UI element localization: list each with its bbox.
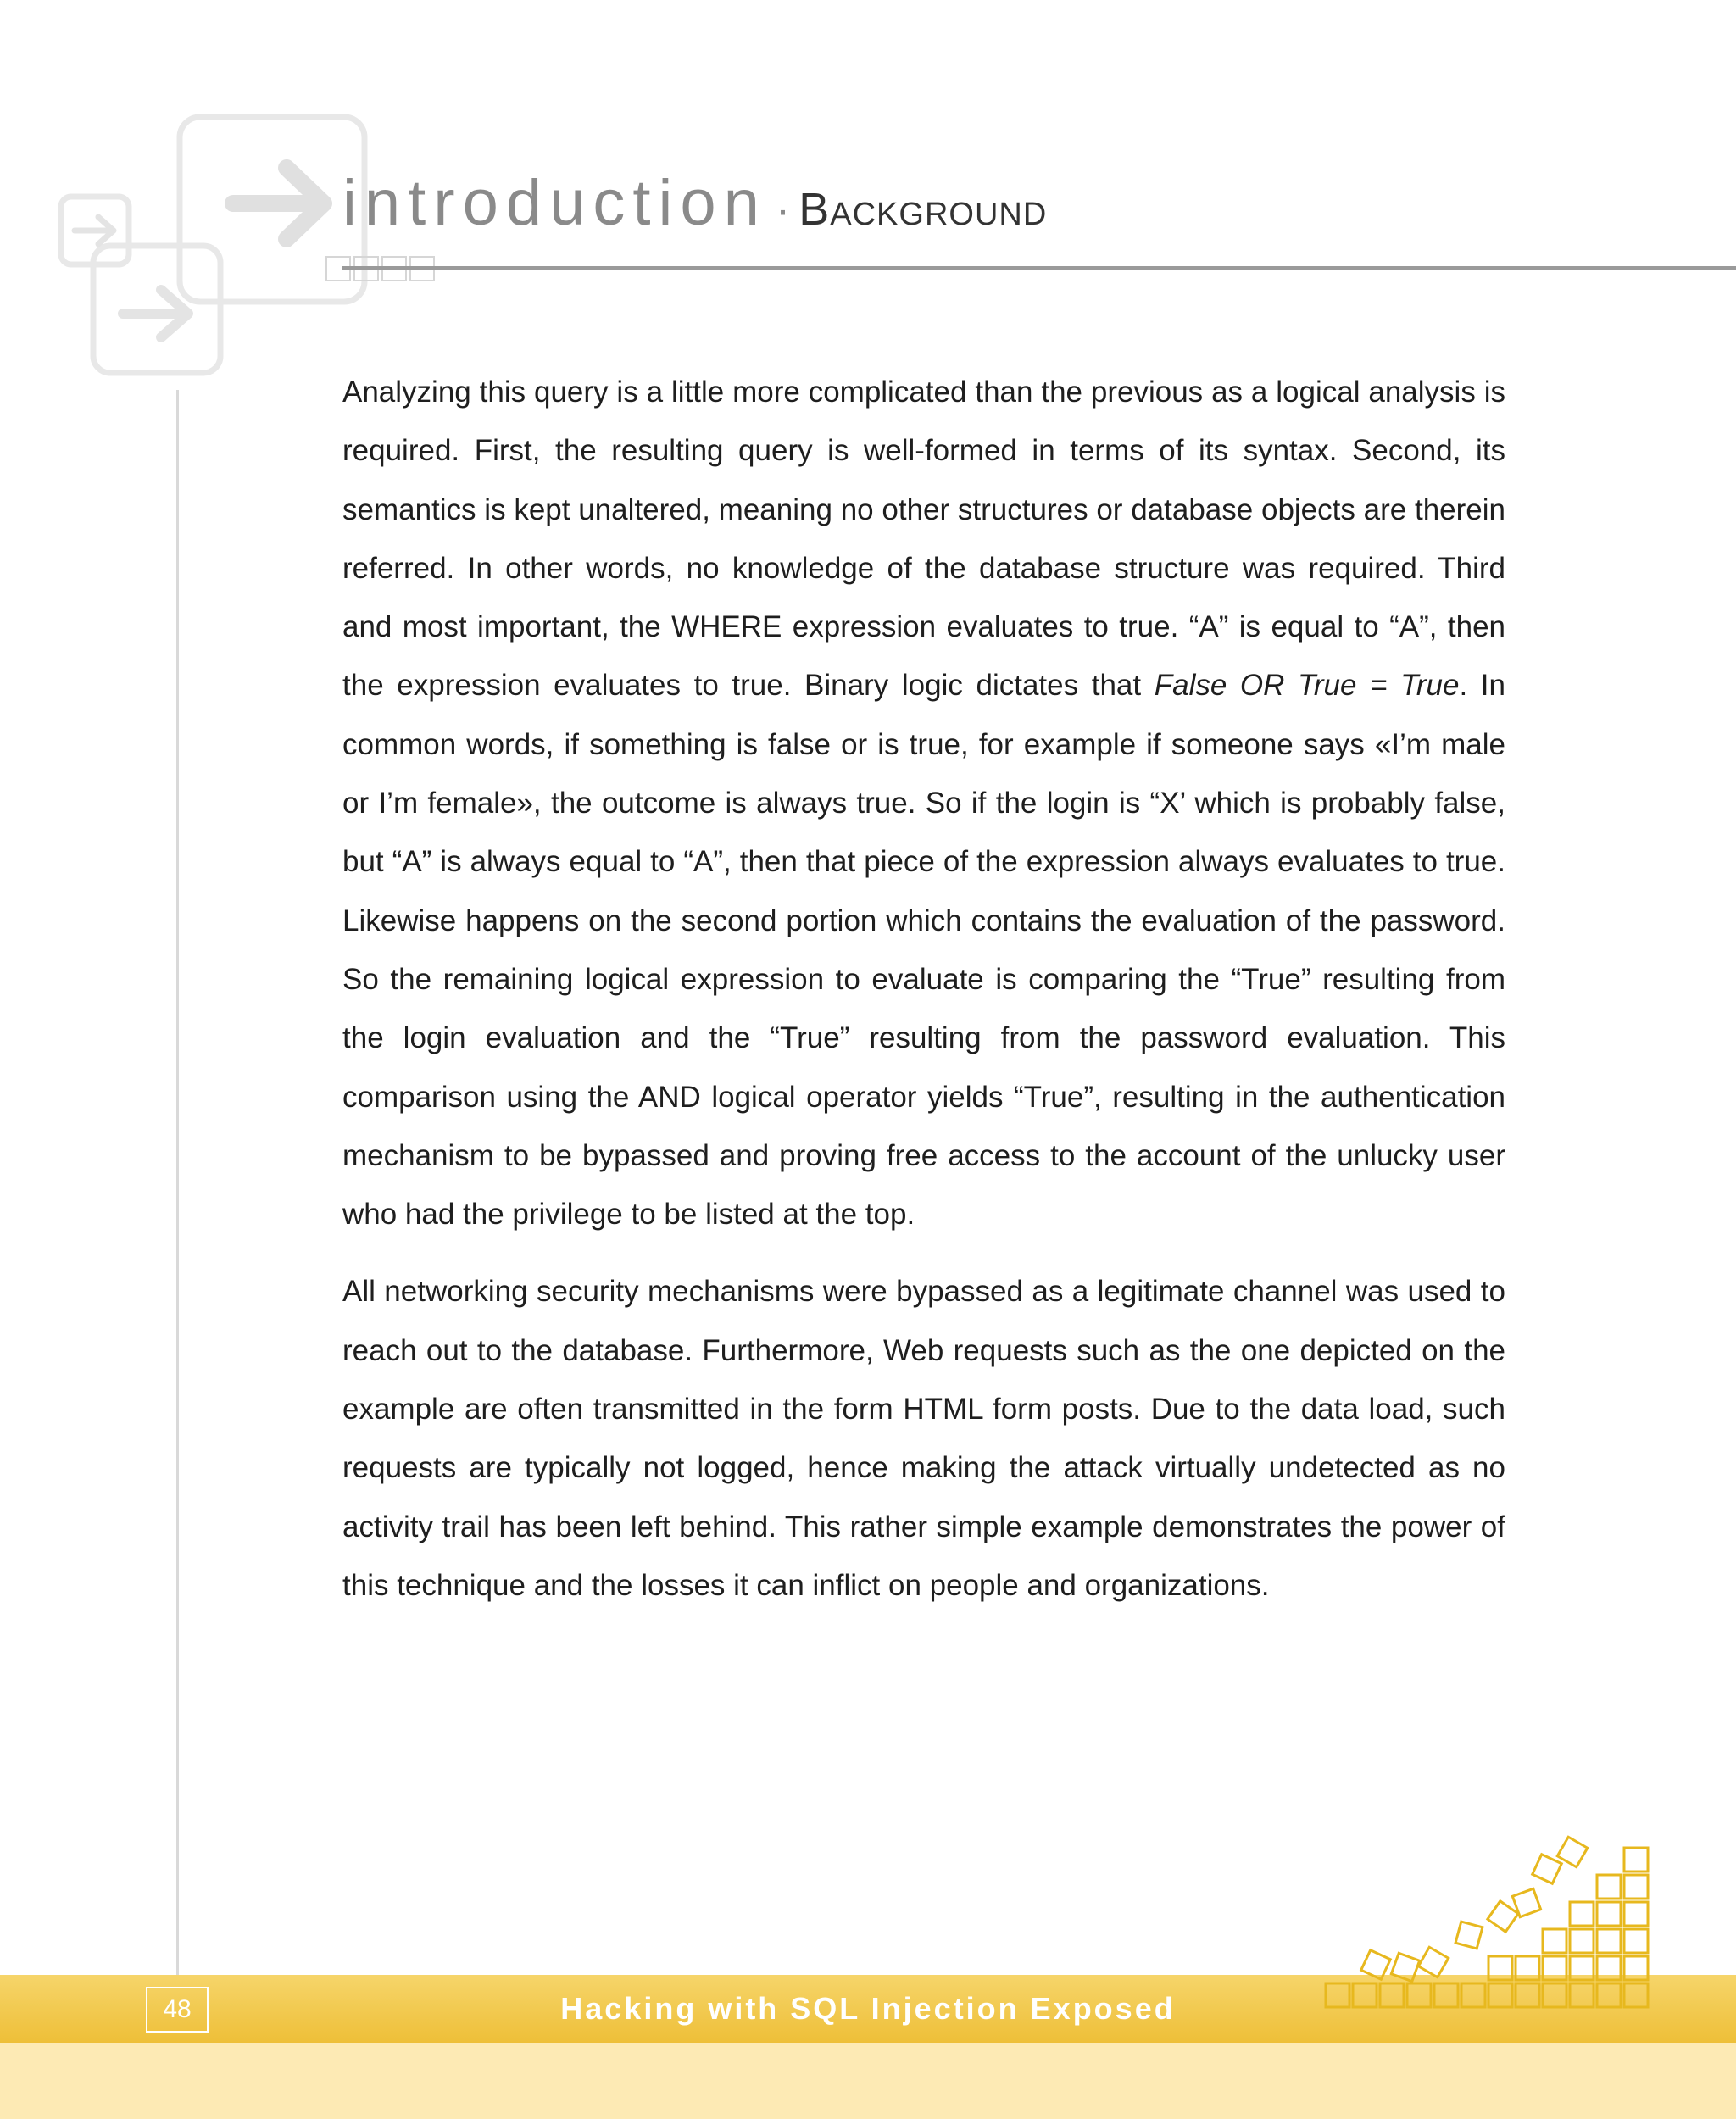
arrow-boxes-decoration [51, 102, 390, 390]
footer-background [0, 2043, 1736, 2119]
boolean-expression: False OR True = True [1154, 669, 1460, 703]
section-subtitle: Background [798, 184, 1048, 235]
header-rule [342, 266, 1736, 270]
paragraph-1-part-b: . In common words, if something is false or is true, for example if someone says «I’m male or I’m female», the outcome is always true. So if the login is “X’ which is probably false, but “A” is always equal to “A”, then that piece of the expression always evaluates to true. Likewise happens on the second portion which contains the evaluation of the password. So the remaining logical expression to evaluate is comparing the “True” resulting from the login evaluation and the “True” resulting from the password evaluation. This comparison using the AND logical operator yields “True”, resulting in the authentication mechanism to be bypassed and proving free access to the account of the unlucky user who had the privilege to be listed at the top. [342, 669, 1505, 1232]
paragraph-1 [342, 363, 1505, 1243]
footer-book-title: Hacking with SQL Injection Exposed [560, 1991, 1176, 2026]
paragraph-2: All networking security mechanisms were bypassed as a legitimate channel was used to reach out to the database. Furthermore, Web requests such as the one depicted on the example are often transmitted in the form HTML form posts. Due to the data load, such requests are typically not logged, hence making the attack virtually undetected as no activity trail has been left behind. This rather simple example demonstrates the power of this technique and the losses it can inflict on people and organizations. [342, 1275, 1505, 1602]
title-squares-decoration [326, 256, 437, 286]
margin-line [176, 390, 179, 1983]
page-number: 48 [146, 1987, 209, 2033]
paragraph-1-part-a: Analyzing this query is a little more complicated than the previous as a logical analysis is required. First, the resulting query is well-formed in terms of its syntax. Second, its semantics is kept unaltered, meaning no other structures or database objects are therein referred. In other words, no knowledge of the database structure was required. Third and most important, the WHERE expression evaluates to true. “A” is equal to “A”, then the expression evaluates to true. Binary logic dictates that [342, 375, 1505, 703]
header-separator: · [775, 186, 791, 235]
section-name: introduction [342, 167, 767, 239]
chapter-header [342, 166, 1047, 240]
body-text [342, 363, 1505, 1633]
